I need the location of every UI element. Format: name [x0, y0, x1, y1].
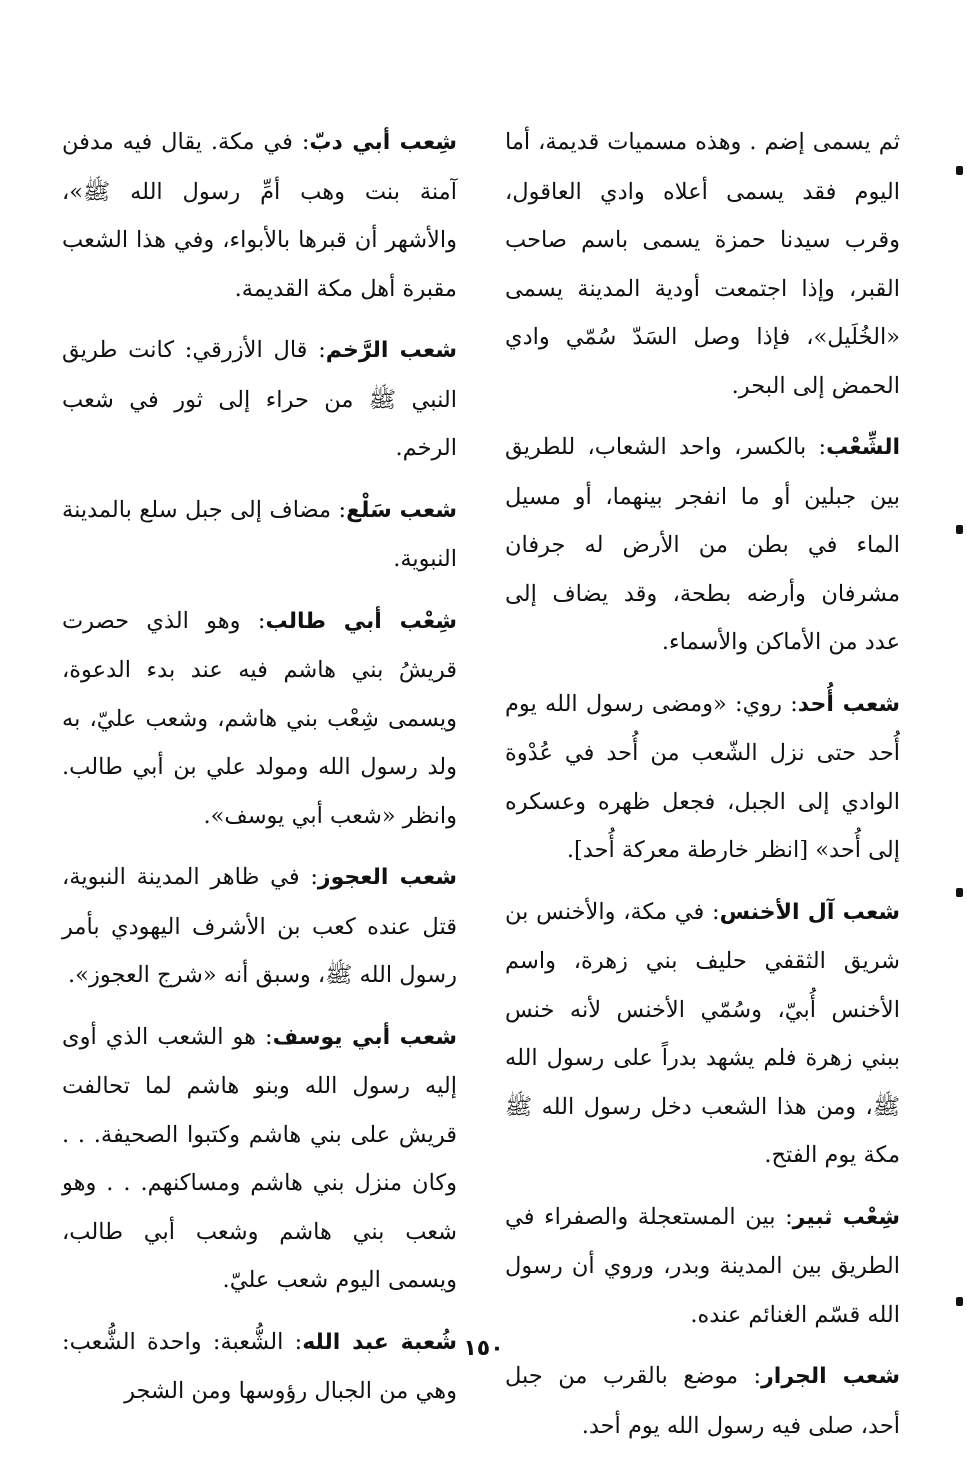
- entry-text: في ظاهر المدينة النبوية، قتل عنده كعب بن الأشرف اليهودي بأمر رسول الله ﷺ، وسبق أنه «شرج العجوز».: [62, 864, 457, 988]
- margin-dot: [956, 1297, 963, 1306]
- entry-text: روي: «ومضى رسول الله يوم أُحد حتى نزل الشّعب من أُحد في عُدْوة الوادي إلى الجبل، فجعل ظهره وعسكره إلى أُحد» [انظر خارطة معركة أُحد].: [505, 690, 900, 863]
- right-column: [505, 118, 900, 1463]
- entry-heading: شعب أُحد: [797, 691, 900, 717]
- entry-separator: :: [256, 1023, 273, 1050]
- entry-heading: الشِّعْب: [826, 435, 900, 460]
- entry-heading: شِعب أبي دبّ: [309, 130, 458, 155]
- entry-text: مضاف إلى جبل سلع بالمدينة النبوية.: [62, 496, 457, 572]
- entry-text: قال الأزرقي: كانت طريق النبي ﷺ من حراء إلى ثور في شعب الرخم.: [62, 337, 457, 461]
- entry-separator: :: [307, 337, 326, 363]
- margin-dot: [956, 888, 963, 897]
- entry-separator: :: [331, 496, 347, 523]
- entry: [505, 1352, 900, 1450]
- entry-separator: :: [781, 690, 798, 717]
- entry: [62, 486, 457, 584]
- left-column: [62, 118, 457, 1429]
- entry-separator: :: [299, 864, 318, 890]
- entry: [505, 680, 900, 875]
- entry-heading: شعب العجوز: [317, 865, 457, 890]
- margin-dot: [956, 525, 963, 534]
- entry-separator: :: [775, 1203, 793, 1230]
- entry-text: الشُّعبة: واحدة الشُّعب: وهي من الجبال رؤوسها ومن الشجر: [62, 1328, 457, 1404]
- entry-separator: :: [292, 129, 310, 155]
- entry-separator: :: [704, 898, 720, 925]
- entry-heading: شِعْب أبي طالب: [265, 608, 458, 634]
- entry: [62, 1013, 457, 1305]
- entry: [62, 1318, 457, 1416]
- entry-heading: شعب الجرار: [761, 1364, 900, 1389]
- entry-text: ثم يسمى إضم . وهذه مسميات قديمة، أما اليوم فقد يسمى أعلاه وادي العاقول، وقرب سيدنا حمزة يسمى باسم صاحب القبر، وإذا اجتمعت أودية المدينة يسمى «الخُلَيل»، فإذا وصل السَدّ سُمّي وادي الحمض إلى البحر.: [505, 129, 900, 399]
- entry: [505, 423, 900, 667]
- entry-separator: :: [240, 607, 266, 634]
- entry-text: موضع بالقرب من جبل أحد، صلى فيه رسول الله يوم أحد.: [505, 1363, 900, 1439]
- entry-text: في مكة، والأخنس بن شريق الثقفي حليف بني زهرة، واسم الأخنس أُبيّ، وسُمّي الأخنس لأنه خنس ببني زهرة فلم يشهد بدراً على رسول الله ﷺ، ومن هذا الشعب دخل رسول الله ﷺ مكة يوم الفتح.: [505, 898, 900, 1168]
- entry-heading: شعب آل الأخنس: [719, 899, 900, 925]
- entry-text: وهو الذي حصرت قريشُ بني هاشم فيه عند بدء الدعوة، ويسمى شِعْب بني هاشم، وشعب عليّ، به ولد رسول الله ومولد علي بن أبي طالب. وانظر «شعب أبي يوسف».: [62, 607, 457, 829]
- entry: [62, 853, 457, 1000]
- entry: [62, 326, 457, 473]
- entry: [62, 597, 457, 841]
- entry-heading: شعب الرَّخم: [325, 338, 458, 363]
- entry-heading: شعب أبي يوسف: [272, 1024, 458, 1050]
- entry: [62, 118, 457, 313]
- entry-separator: :: [738, 1363, 762, 1389]
- entry-heading: شِعْب ثبير: [792, 1204, 901, 1230]
- entry: [505, 888, 900, 1180]
- entry-heading: شُعبة عبد الله: [302, 1329, 457, 1355]
- entry-separator: :: [806, 434, 827, 460]
- entry-text: في مكة. يقال فيه مدفن آمنة بنت وهب أمِّ رسول الله ﷺ»، والأشهر أن قبرها بالأبواء، وفي هذا الشعب مقبرة أهل مكة القديمة.: [62, 129, 457, 302]
- entry-text: هو الشعب الذي أوى إليه رسول الله وبنو هاشم لما تحالفت قريش على بني هاشم وكتبوا الصحيفة. . . وكان منزل بني هاشم ومساكنهم. . . وهو شعب بني هاشم وشعب أبي طالب، ويسمى اليوم شعب عليّ.: [62, 1023, 457, 1293]
- entry: [505, 118, 900, 410]
- margin-dot: [956, 166, 963, 175]
- entry: [505, 1193, 900, 1340]
- entry-text: بين المستعجلة والصفراء في الطريق بين المدينة وبدر، وروي أن رسول الله قسّم الغنائم عنده.: [505, 1203, 900, 1328]
- entry-heading: شعب سَلْع: [346, 497, 457, 523]
- entry-separator: :: [283, 1328, 303, 1355]
- page-number: ١٥٠: [463, 1336, 504, 1361]
- entry-text: بالكسر، واحد الشعاب، للطريق بين جبلين أو ما انفجر بينهما، أو مسيل الماء في بطن من الأرض له جرفان مشرفان وأرضه بطحة، وقد يضاف إلى عدد من الأماكن والأسماء.: [505, 434, 900, 655]
